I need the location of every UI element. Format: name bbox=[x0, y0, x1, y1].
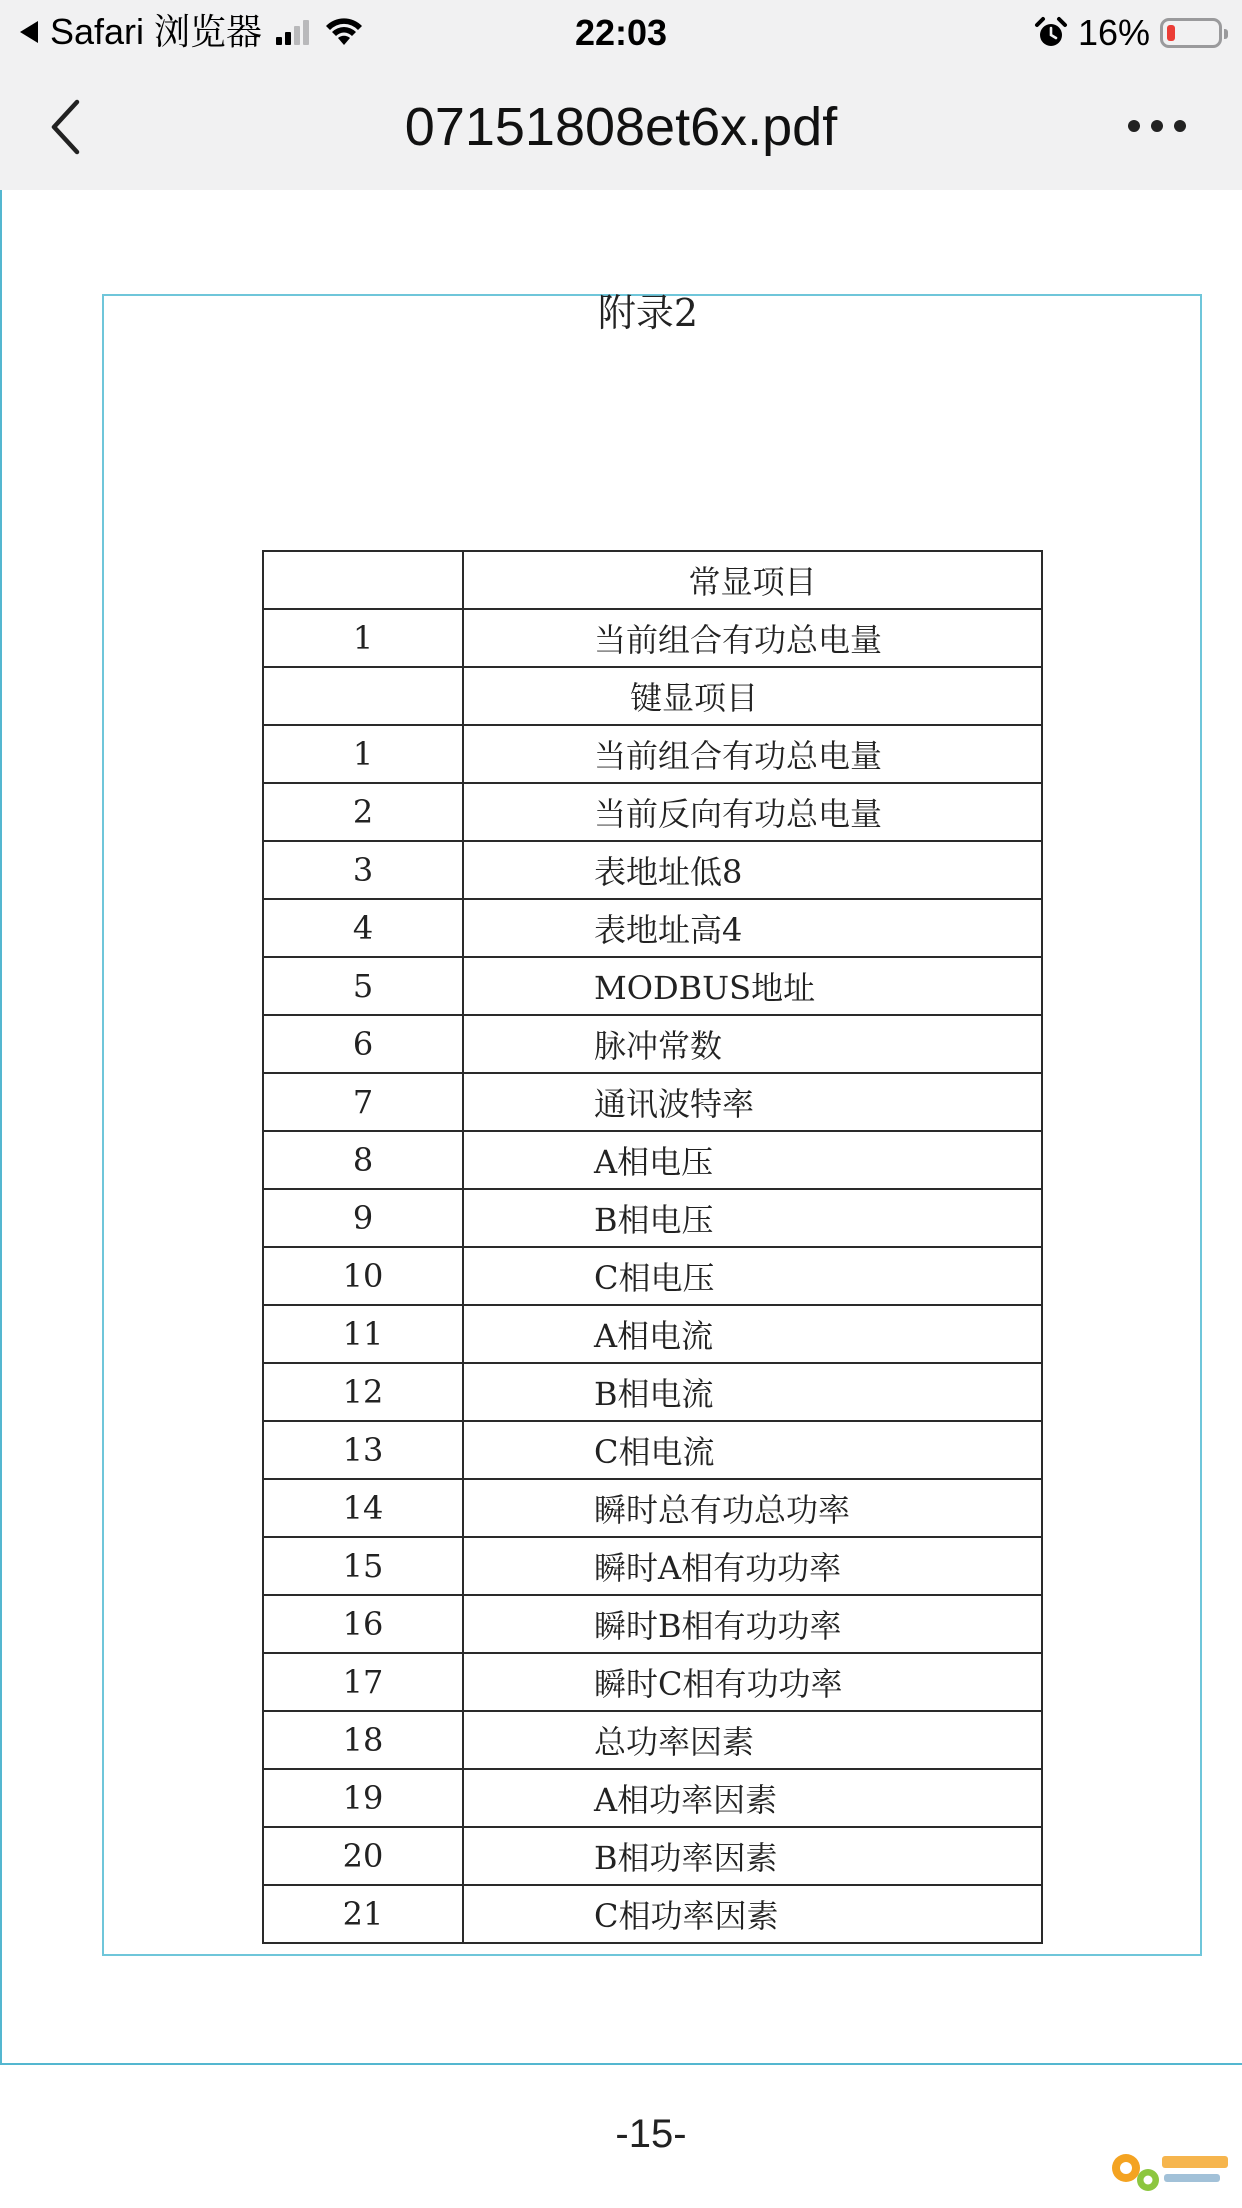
row-number-cell: 7 bbox=[263, 1073, 463, 1131]
table-row bbox=[263, 899, 1042, 957]
back-app-label: Safari 浏览器 bbox=[50, 11, 263, 52]
row-number-cell: 5 bbox=[263, 957, 463, 1015]
status-right bbox=[1034, 12, 1222, 54]
table-row bbox=[263, 1247, 1042, 1305]
gear-logo-icon bbox=[1104, 2144, 1234, 2200]
row-number-cell: 20 bbox=[263, 1827, 463, 1885]
section-header-always bbox=[263, 551, 1042, 609]
row-number-cell: 14 bbox=[263, 1479, 463, 1537]
table-row bbox=[263, 1363, 1042, 1421]
row-number-cell: 17 bbox=[263, 1653, 463, 1711]
row-number-cell: 16 bbox=[263, 1595, 463, 1653]
row-number-cell: 11 bbox=[263, 1305, 463, 1363]
item-cell: C相功率因素 bbox=[463, 1885, 1042, 1943]
row-number-cell: 13 bbox=[263, 1421, 463, 1479]
item-cell: B相电流 bbox=[463, 1363, 1042, 1421]
item-cell: B相电压 bbox=[463, 1189, 1042, 1247]
row-number-cell: 18 bbox=[263, 1711, 463, 1769]
item-cell: A相电压 bbox=[463, 1131, 1042, 1189]
item-cell: B相功率因素 bbox=[463, 1827, 1042, 1885]
row-number-cell: 9 bbox=[263, 1189, 463, 1247]
item-cell: 当前组合有功总电量 bbox=[463, 609, 1042, 667]
row-number-cell: 10 bbox=[263, 1247, 463, 1305]
row-number-cell bbox=[263, 551, 463, 609]
table-row bbox=[263, 1305, 1042, 1363]
table-row bbox=[263, 1073, 1042, 1131]
more-icon[interactable] bbox=[1128, 120, 1186, 132]
display-items-table bbox=[262, 550, 1043, 1944]
item-cell: 瞬时A相有功功率 bbox=[463, 1537, 1042, 1595]
row-number-cell: 3 bbox=[263, 841, 463, 899]
table-row bbox=[263, 725, 1042, 783]
table-row bbox=[263, 841, 1042, 899]
item-cell: 瞬时总有功总功率 bbox=[463, 1479, 1042, 1537]
table-row bbox=[263, 783, 1042, 841]
item-cell: 表地址低8 bbox=[463, 841, 1042, 899]
document-title: 07151808et6x.pdf bbox=[404, 97, 838, 157]
item-cell: 键显项目 bbox=[463, 667, 1042, 725]
table-row bbox=[263, 1885, 1042, 1943]
table-row bbox=[263, 1537, 1042, 1595]
item-cell: 表地址高4 bbox=[463, 899, 1042, 957]
table-row bbox=[263, 1421, 1042, 1479]
item-cell: 当前反向有功总电量 bbox=[463, 783, 1042, 841]
item-cell: 瞬时B相有功功率 bbox=[463, 1595, 1042, 1653]
nav-bar bbox=[0, 64, 1242, 190]
table-row bbox=[263, 1189, 1042, 1247]
item-cell: A相电流 bbox=[463, 1305, 1042, 1363]
table-row bbox=[263, 1711, 1042, 1769]
item-cell: 通讯波特率 bbox=[463, 1073, 1042, 1131]
status-bar bbox=[0, 0, 1242, 64]
table-row bbox=[263, 1653, 1042, 1711]
battery-level bbox=[1167, 25, 1175, 41]
row-number-cell: 6 bbox=[263, 1015, 463, 1073]
row-number-cell: 2 bbox=[263, 783, 463, 841]
item-cell: MODBUS地址 bbox=[463, 957, 1042, 1015]
row-number-cell: 1 bbox=[263, 609, 463, 667]
row-number-cell: 19 bbox=[263, 1769, 463, 1827]
item-cell: A相功率因素 bbox=[463, 1769, 1042, 1827]
table-row bbox=[263, 1479, 1042, 1537]
table-row bbox=[263, 1769, 1042, 1827]
appendix-title: 附录2 bbox=[597, 291, 699, 335]
item-cell: 脉冲常数 bbox=[463, 1015, 1042, 1073]
row-number-cell: 15 bbox=[263, 1537, 463, 1595]
table-row bbox=[263, 1595, 1042, 1653]
section-header-key bbox=[263, 667, 1042, 725]
row-number-cell: 4 bbox=[263, 899, 463, 957]
table-row bbox=[263, 957, 1042, 1015]
page-number: -15- bbox=[615, 2112, 687, 2156]
table-row bbox=[263, 1827, 1042, 1885]
item-cell: 瞬时C相有功功率 bbox=[463, 1653, 1042, 1711]
clock: 22:03 bbox=[574, 12, 668, 53]
row-number-cell: 12 bbox=[263, 1363, 463, 1421]
row-number-cell: 21 bbox=[263, 1885, 463, 1943]
alarm-icon bbox=[1034, 16, 1068, 50]
item-cell: 常显项目 bbox=[463, 551, 1042, 609]
item-cell: C相电压 bbox=[463, 1247, 1042, 1305]
battery-icon bbox=[1160, 18, 1222, 48]
item-cell: C相电流 bbox=[463, 1421, 1042, 1479]
row-number-cell: 1 bbox=[263, 725, 463, 783]
table-row bbox=[263, 609, 1042, 667]
battery-percent: 16% bbox=[1077, 12, 1150, 53]
row-number-cell: 8 bbox=[263, 1131, 463, 1189]
row-number-cell bbox=[263, 667, 463, 725]
pdf-page[interactable] bbox=[0, 190, 1242, 2156]
item-cell: 当前组合有功总电量 bbox=[463, 725, 1042, 783]
table-row bbox=[263, 1131, 1042, 1189]
item-cell: 总功率因素 bbox=[463, 1711, 1042, 1769]
table-row bbox=[263, 1015, 1042, 1073]
